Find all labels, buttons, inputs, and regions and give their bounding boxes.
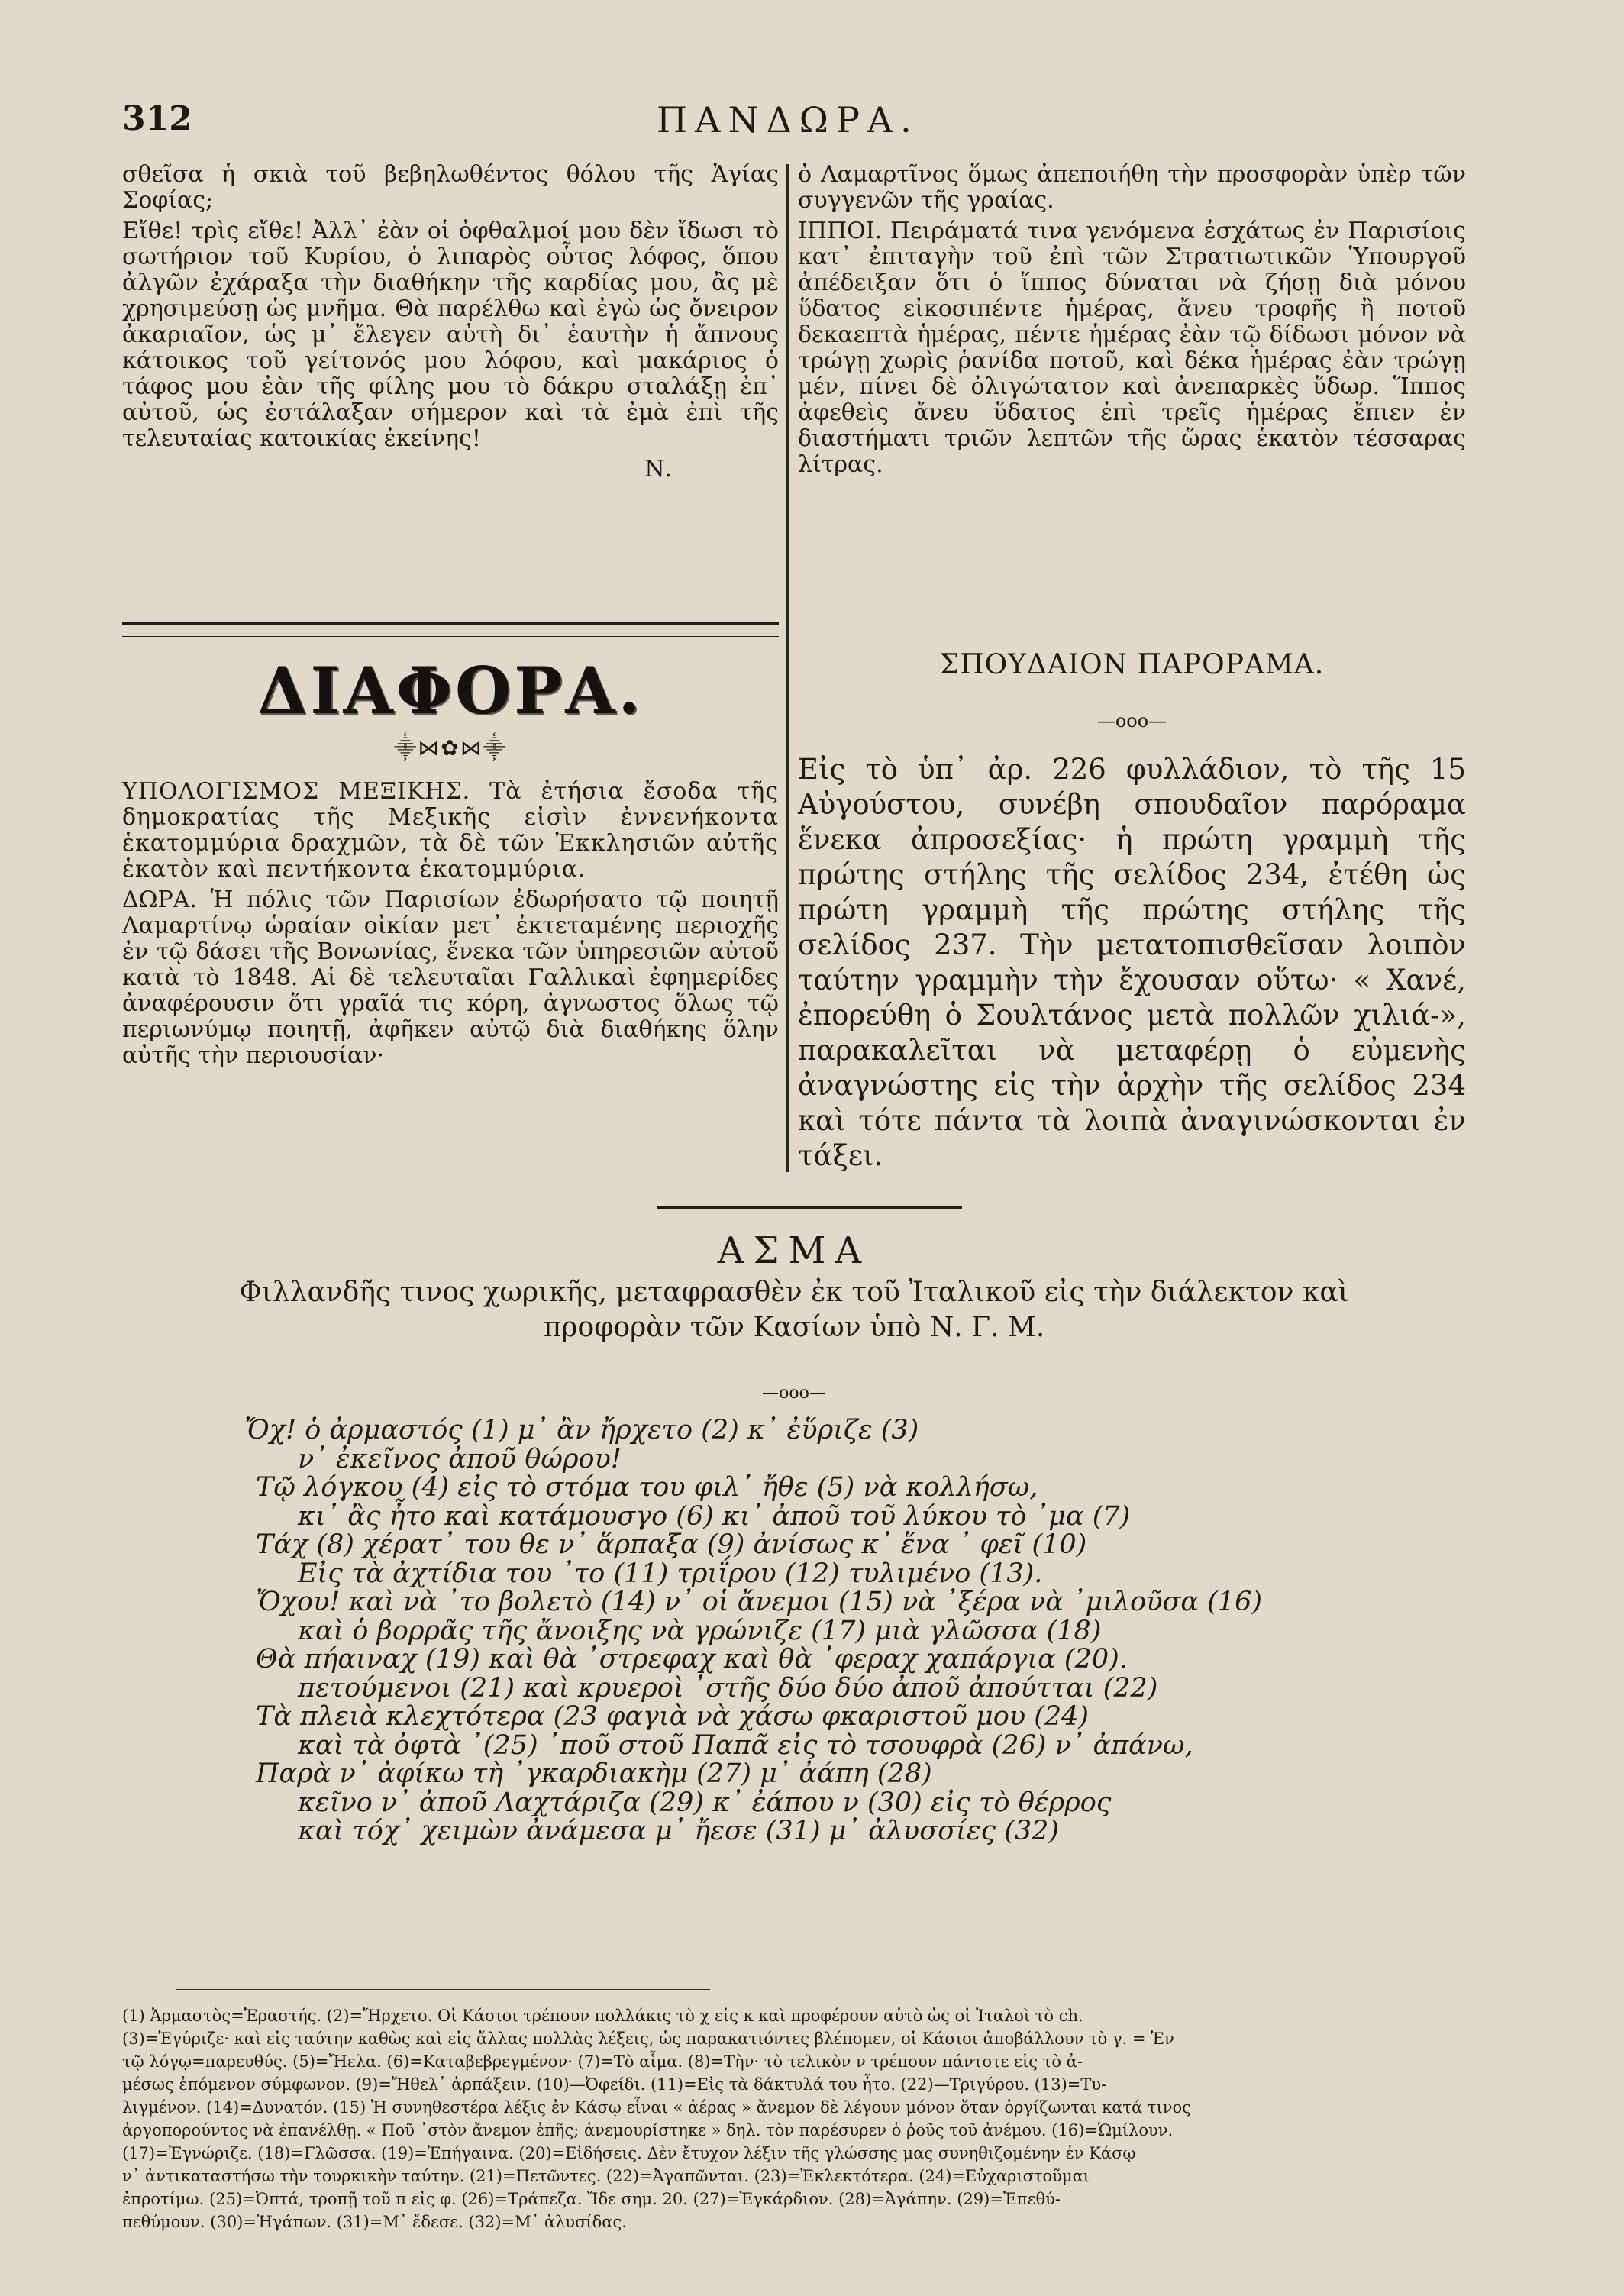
left-column-top bbox=[122, 162, 779, 483]
verse-line: Τάχ (8) χέρατ᾽ του θε ν᾽ ἅρπαξα (9) ἀνίσως κ᾽ ἕνα ᾽ φεῖ (10) bbox=[256, 1529, 1087, 1560]
paragraph: ΔΩΡΑ. Ἡ πόλις τῶν Παρισίων ἐδωρήσατο τῷ ποιητῇ Λαμαρτίνῳ ὡραίαν οἰκίαν μετ᾽ ἐκτεταμένης περιοχῆς ἐν τῷ δάσει τῆς Βονωνίας, ἕνεκα τῶν ὑπηρεσιῶν αὐτοῦ κατὰ τὸ 1848. Αἱ δὲ τελευταῖαι Γαλλικαὶ ἐφημερίδες ἀναφέρουσιν ὅτι γραῖά τις κόρη, ἀγνωστος ὅλως τῷ περιωνύμῳ ποιητῇ, ἀφῆκεν αὐτῷ διὰ διαθήκης ὅλην αὐτῆς τὴν περιουσίαν· bbox=[122, 886, 779, 1069]
song-dash: —ooo— bbox=[762, 1384, 826, 1403]
paragraph: ΙΠΠΟΙ. Πειράματά τινα γενόμενα ἐσχάτως ἐν Παρισίοις κατ᾽ ἐπιταγὴν τοῦ ἐπὶ τῶν Στρατιωτικῶν Ὑπουργοῦ ἀπέδειξαν ὅτι ὁ ἵππος δύναται νὰ ζήσῃ διὰ μόνου ὕδατος εἰκοσιπέντε ἡμέρας, ἄνευ τροφῆς ἢ ποτοῦ δεκαεπτὰ ἡμέρας, πέντε ἡμέρας ἐὰν τῷ δίδωσι μόνον νὰ τρώγῃ χωρὶς ῥανίδα ποτοῦ, καὶ δέκα ἡμέρας ἐὰν τρώγῃ μέν, πίνει δὲ ὀλιγώτατον καὶ ἀνεπαρκὲς ὕδωρ. Ἵππος ἀφεθεὶς ἄνευ ὕδατος ἐπὶ τρεῖς ἡμέρας ἔπιεν ἐν διαστήματι τριῶν λεπτῶν τῆς ὥρας ἑκατὸν τέσσαρας λίτρας. bbox=[798, 218, 1466, 478]
paragraph: Εἴθε! τρὶς εἴθε! Ἀλλ᾽ ἐὰν οἱ ὀφθαλμοί μου δὲν ἴδωσι τὸ σωτήριον τοῦ Κυρίου, ὁ λιπαρὸς οὗτος λόφος, ὅπου ἀλγῶν ἐχάραξα τὴν διαθήκην τῆς καρδίας μου, ἂς μὲ χρησιμεύσῃ ὡς μνῆμα. Θὰ παρέλθω καὶ ἐγὼ ὡς ὄνειρον ἀκαριαῖον, ὡς μ᾽ ἔλεγεν αὐτὴ δι᾽ ἑαυτὴν ἡ ἄπνους κάτοικος τοῦ γείτονός μου λόφου, καὶ μακάριος ὁ τάφος μου ἐὰν τῆς φίλης μου τὸ δάκρυ σταλάξῃ ἐπ᾽ αὐτοῦ, ὡς ἐστάλαξαν σήμερον καὶ τὰ ἐμὰ ἐπὶ τῆς τελευταίας κατοικίας ἐκείνης! bbox=[122, 218, 779, 452]
left-column-bottom bbox=[122, 779, 779, 1074]
footnote-line: πεθύμουν. (30)=Ἠγάπων. (31)=Μ᾽ ἔδεσε. (32)=Μ᾽ ἁλυσίδας. bbox=[122, 2213, 627, 2231]
footnote-line: (1) Ἀρμαστὸς=Ἐραστής. (2)=Ἤρχετο. Οἱ Κάσιοι τρέπουν πολλάκις τὸ χ εἰς κ καὶ προφέρουν αὐτὸ ὡς οἱ Ἰταλοὶ τὸ ch. bbox=[122, 2007, 1083, 2025]
verse-line: Θὰ πήαιναχ (19) καὶ θὰ ᾽στρεφαχ καὶ θὰ ᾽φεραχ χαπάργια (20). bbox=[256, 1644, 1128, 1674]
footnote-rule bbox=[176, 1989, 710, 1990]
footnote-line: λιγμένον. (14)=Δυνατόν. (15) Ἡ συνηθεστέρα λέξις ἐν Κάσῳ εἶναι « ἀέρας » ἄνεμον δὲ λέγουν μόνον ὅταν ὀργίζωνται κατά τινος bbox=[122, 2098, 1191, 2117]
verse-line: καὶ τόχ᾽ χειμὼν ἀνάμεσα μ᾽ ἤεσε (31) μ᾽ ἀλυσσίες (32) bbox=[298, 1816, 1060, 1846]
verse-line: ν᾽ ἐκεῖνος ἀποῦ θώρου! bbox=[298, 1443, 622, 1474]
footnote-line: μέσως ἑπόμενον σύμφωνον. (9)=Ἤθελ᾽ ἁρπάξειν. (10)—Ὀφείδι. (11)=Εἰς τὰ δάκτυλά του ἦτο. (22)—Τριγύρου. (13)=Τυ- bbox=[122, 2075, 1107, 2094]
verse-line: πετούμενοι (21) καὶ κρυεροὶ ᾽στῆς δύο δύο ἀποῦ ἀπούτται (22) bbox=[298, 1672, 1158, 1703]
paragraph: ὁ Λαμαρτῖνος ὅμως ἀπεποιήθη τὴν προσφορὰν ὑπὲρ τῶν συγγενῶν τῆς γραίας. bbox=[798, 161, 1466, 214]
footnote-line: τῷ λόγῳ=παρευθύς. (5)=Ἤελα. (6)=Καταβεβρεγμένον· (7)=Τὸ αἷμα. (8)=Τὴν· τὸ τελικὸν ν τρέπουν πάντοτε εἰς τὸ ἀ- bbox=[122, 2052, 1083, 2071]
section-heading: ΔΙΑΦΟΡΑ. bbox=[257, 653, 644, 728]
verse-line: κι᾽ ἂς ἦτο καὶ κατάμουσγο (6) κι᾽ ἀποῦ τοῦ λύκου τὸ ᾽μα (7) bbox=[298, 1500, 1131, 1532]
footnotes bbox=[122, 2004, 1466, 2233]
verse-line: Ὄχου! καὶ νὰ ᾽το βολετὸ (14) ν᾽ οἱ ἄνεμοι (15) νὰ ᾽ξέρα νὰ ᾽μιλοῦσα (16) bbox=[256, 1587, 1263, 1617]
verse-line: Ὄχ! ὁ ἀρμαστός (1) μ᾽ ἂν ἤρχετο (2) κ᾽ ἐὕριζε (3) bbox=[244, 1415, 919, 1445]
notice-body: Εἰς τὸ ὑπ᾽ ἀρ. 226 φυλλάδιον, τὸ τῆς 15 Αὐγούστου, συνέβη σπουδαῖον παρόραμα ἕνεκα ἀπροσεξίας· ἡ πρώτη γραμμὴ τῆς πρώτης στήλης τῆς σελίδος 234, ἐτέθη ὡς πρώτη γραμμὴ τῆς πρώτης στήλης τῆς σελίδος 237. Τὴν μετατοπισθεῖσαν λοιπὸν ταύτην γραμμὴν τὴν ἔχουσαν οὕτω· « Χανέ, ἐπορεύθη ὁ Σουλτάνος μετὰ πολλῶν χιλιά-», παρακαλεῖται νὰ μεταφέρῃ ὁ εὐμενὴς ἀναγνώστης εἰς τὴν ἀρχὴν τῆς σελίδος 234 καὶ τότε πάντα τὰ λοιπὰ ἀναγινώσκονται ἐν τάξει. bbox=[798, 753, 1466, 1172]
running-title: ΠΑΝΔΩΡΑ. bbox=[657, 99, 919, 140]
song-title: ΑΣΜΑ bbox=[717, 1229, 871, 1272]
page-header bbox=[122, 99, 1466, 145]
footnote-line: ν᾽ ἀντικαταστήσω τὴν τουρκικὴν ταύτην. (21)=Πετῶντες. (22)=Ἀγαπῶνται. (23)=Ἐκλεκτότερα. (24)=Εὐχαριστοῦμαι bbox=[122, 2167, 1090, 2185]
verse-line: Παρὰ ν᾽ ἀφίκω τὴ ᾽γκαρδιακὴμ (27) μ᾽ ἀάπη (28) bbox=[256, 1758, 932, 1789]
verse-line: καὶ τὰ ὀφτὰ ᾽(25) ᾽ποῦ στοῦ Παπᾶ εἰς τὸ τσουφρὰ (26) ν᾽ ἀπάνω, bbox=[298, 1729, 1193, 1761]
verse-line: Τῷ λόγκου (4) εἰς τὸ στόμα του φιλ᾽ ἤθε (5) νὰ κολλήσω, bbox=[256, 1472, 1038, 1503]
ornament-divider: ⸎⋈✿⋈⸎ bbox=[394, 735, 507, 760]
author-signoff: Ν. bbox=[644, 456, 672, 483]
song-verse bbox=[122, 1416, 1466, 1846]
column-divider bbox=[786, 164, 789, 1172]
page-number: 312 bbox=[122, 99, 192, 138]
verse-line: Εἰς τὰ ἀχτίδια του ᾽το (11) τριΐρου (12) τυλιμένο (13). bbox=[298, 1558, 1043, 1589]
song-subtitle: Φιλλανδῆς τινος χωρικῆς, μεταφρασθὲν ἐκ τοῦ Ἰταλικοῦ εἰς τὴν διάλεκτον καὶ προφορὰν τῶν Κασίων ὑπὸ Ν. Γ. Μ. bbox=[239, 1277, 1349, 1343]
verse-line: κεῖνο ν᾽ ἀποῦ Λαχτάριζα (29) κ᾽ ἐάπου ν (30) εἰς τὸ θέρρος bbox=[298, 1787, 1112, 1818]
song-rule bbox=[657, 1206, 962, 1209]
footnote-line: ἐπροτίμω. (25)=Ὀπτά, τροπῇ τοῦ π εἰς φ. (26)=Τράπεζα. Ἴδε σημ. 20. (27)=Ἐγκάρδιον. (28)=Ἀγάπην. (29)=Ἐπεθύ- bbox=[122, 2190, 1061, 2208]
paragraph: ΥΠΟΛΟΓΙΣΜΟΣ ΜΕΞΙΚΗΣ. Τὰ ἐτήσια ἔσοδα τῆς δημοκρατίας τῆς Μεξικῆς εἰσὶν ἐννενήκοντα ἑκατομμύρια δραχμῶν, τὰ δὲ τῶν Ἐκκλησιῶν αὐτῆς ἑκατὸν καὶ πεντήκοντα ἑκατομμύρια. bbox=[122, 778, 779, 883]
verse-line: καὶ ὁ βορρᾶς τῆς ἄνοιξης νὰ γρώνιζε (17) μιὰ γλῶσσα (18) bbox=[298, 1615, 1102, 1646]
paragraph: σθεῖσα ἡ σκιὰ τοῦ βεβηλωθέντος θόλου τῆς Ἁγίας Σοφίας; bbox=[122, 161, 779, 214]
footnote-line: (3)=Ἐγύριζε· καὶ εἰς ταύτην καθὼς καὶ εἰς ἄλλας πολλὰς λέξεις, ὡς παρακατιόντες βλέπομεν, οἱ Κάσιοι ἀποβάλλουν τὸ γ. = Ἐν bbox=[122, 2030, 1174, 2048]
notice-dash: —ooo— bbox=[1096, 710, 1167, 731]
verse-line: Τὰ πλειὰ κλεχτότερα (23 φαγιὰ νὰ χάσω φκαριστοῦ μου (24) bbox=[256, 1701, 1090, 1732]
notice-title: ΣΠΟΥΔΑΙΟΝ ΠΑΡΟΡΑΜΑ. bbox=[939, 649, 1325, 680]
footnote-line: ἀργοπορούντος νὰ ἐπανέλθῃ. « Ποῦ ᾽στὸν ἄνεμον ἐπῆς; ἀνεμουρίστηκε » δηλ. τὸν παρέσυρεν ὁ ῥοῦς τοῦ ἀνέμου. (16)=Ὡμίλουν. bbox=[122, 2121, 1174, 2139]
section-rule bbox=[122, 622, 779, 637]
right-column-top bbox=[798, 162, 1466, 483]
footnote-line: (17)=Ἐγνώριζε. (18)=Γλῶσσα. (19)=Ἐπήγαινα. (20)=Εἰδήσεις. Δὲν ἔτυχον λέξιν τῆς γλώσσης μας συνηθιζομένην ἐν Κάσῳ bbox=[122, 2144, 1136, 2162]
